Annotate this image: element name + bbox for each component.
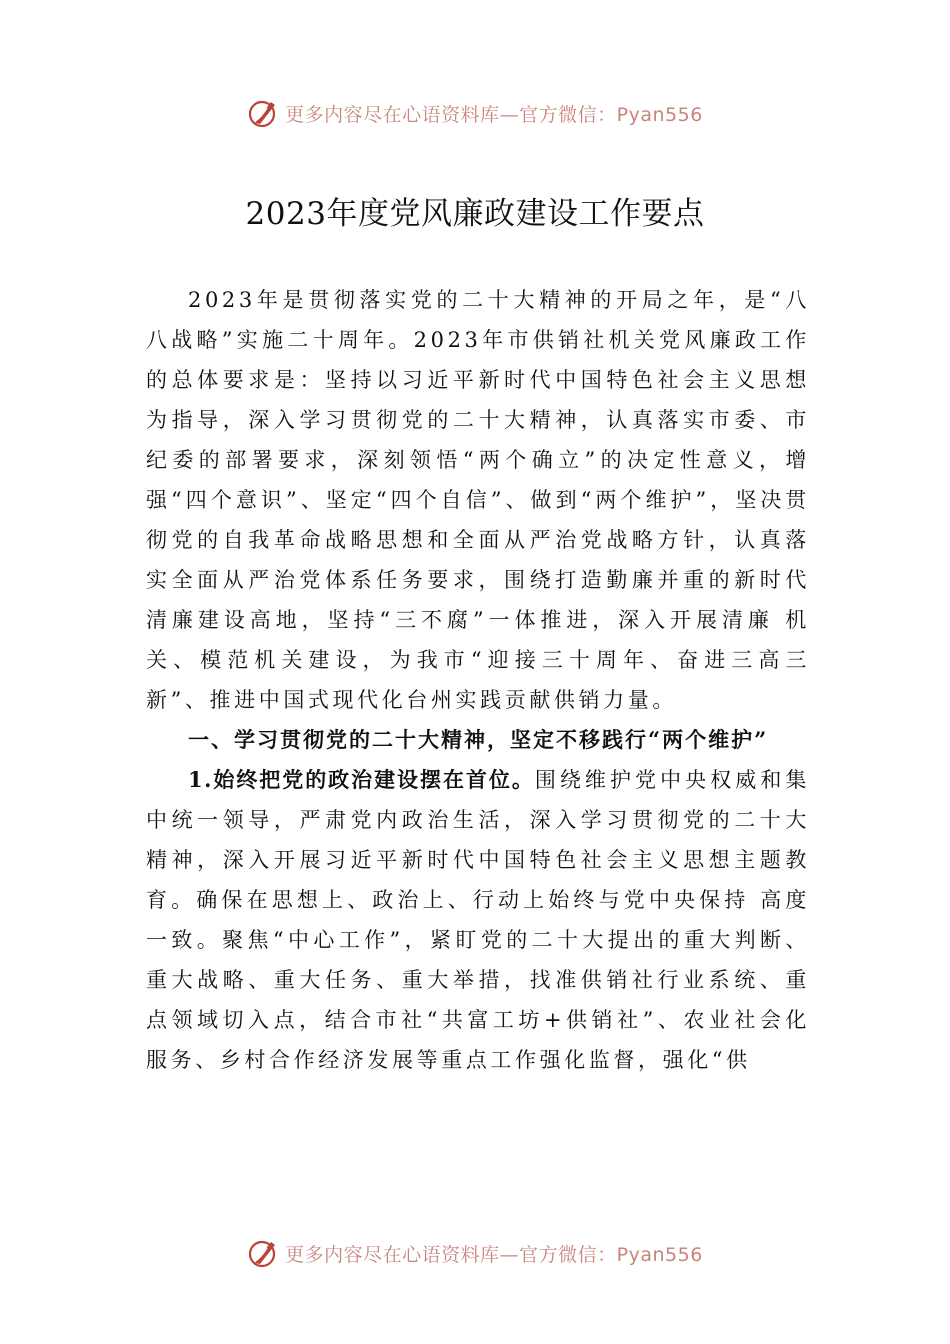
quill-logo-icon xyxy=(247,96,281,130)
item-1-title: 1.始终把党的政治建设摆在首位。 xyxy=(188,767,535,792)
watermark-left-text: 更多内容尽在心语资料库— xyxy=(285,1243,520,1266)
section-1-heading: 一、学习贯彻党的二十大精神，坚定不移践行“两个维护” xyxy=(188,727,769,752)
intro-paragraph: 2023年是贯彻落实党的二十大精神的开局之年，是“八八战略”实施二十周年。2023年市供销社机关党风廉政工作的总体要求是：坚持以习近平新时代中国特色社会主义思想为指导，深入学习贯彻党的二十大精神，认真落实市委、市纪委的部署要求，深刻领悟“两个确立”的决定性意义，增强“四个意识”、坚定“四个自信”、做到“两个维护”，坚决贯彻党的自我革命战略思想和全面从严治党战略方针，认真落实全面从严治党体系任务要求，围绕打造勤廉并重的新时代清廉建设高地，坚持“三不腐”一体推进，深入开展清廉 机关、模范机关建设，为我市“迎接三十周年、奋进三高三新”、推进中国式现代化台州实践贡献供销力量。 xyxy=(146,288,810,712)
watermark-right-text: 官方微信：Pyan556 xyxy=(519,103,703,126)
item-1-paragraph xyxy=(146,760,810,1080)
quill-logo-icon xyxy=(247,1236,281,1270)
document-body xyxy=(146,280,810,1080)
document-title: 2023年度党风廉政建设工作要点 xyxy=(245,196,705,232)
watermark-header xyxy=(0,96,950,130)
watermark-right-text: 官方微信：Pyan556 xyxy=(519,1243,703,1266)
item-1-body: 围绕维护党中央权威和集中统一领导，严肃党内政治生活，深入学习贯彻党的二十大精神，深入开展习近平新时代中国特色社会主义思想主题教育。确保在思想上、政治上、行动上始终与党中央保持 高度一致。聚焦“中心工作”，紧盯党的二十大提出的重大判断、重大战略、重大任务、重大举措，找准供销社行业系统、重点领域切入点，结合市社“共富工坊+供销社”、农业社会化服务、乡村合作经济发展等重点工作强化监督，强化“供 xyxy=(146,768,810,1072)
watermark-footer xyxy=(0,1236,950,1270)
watermark-left-text: 更多内容尽在心语资料库— xyxy=(285,103,520,126)
